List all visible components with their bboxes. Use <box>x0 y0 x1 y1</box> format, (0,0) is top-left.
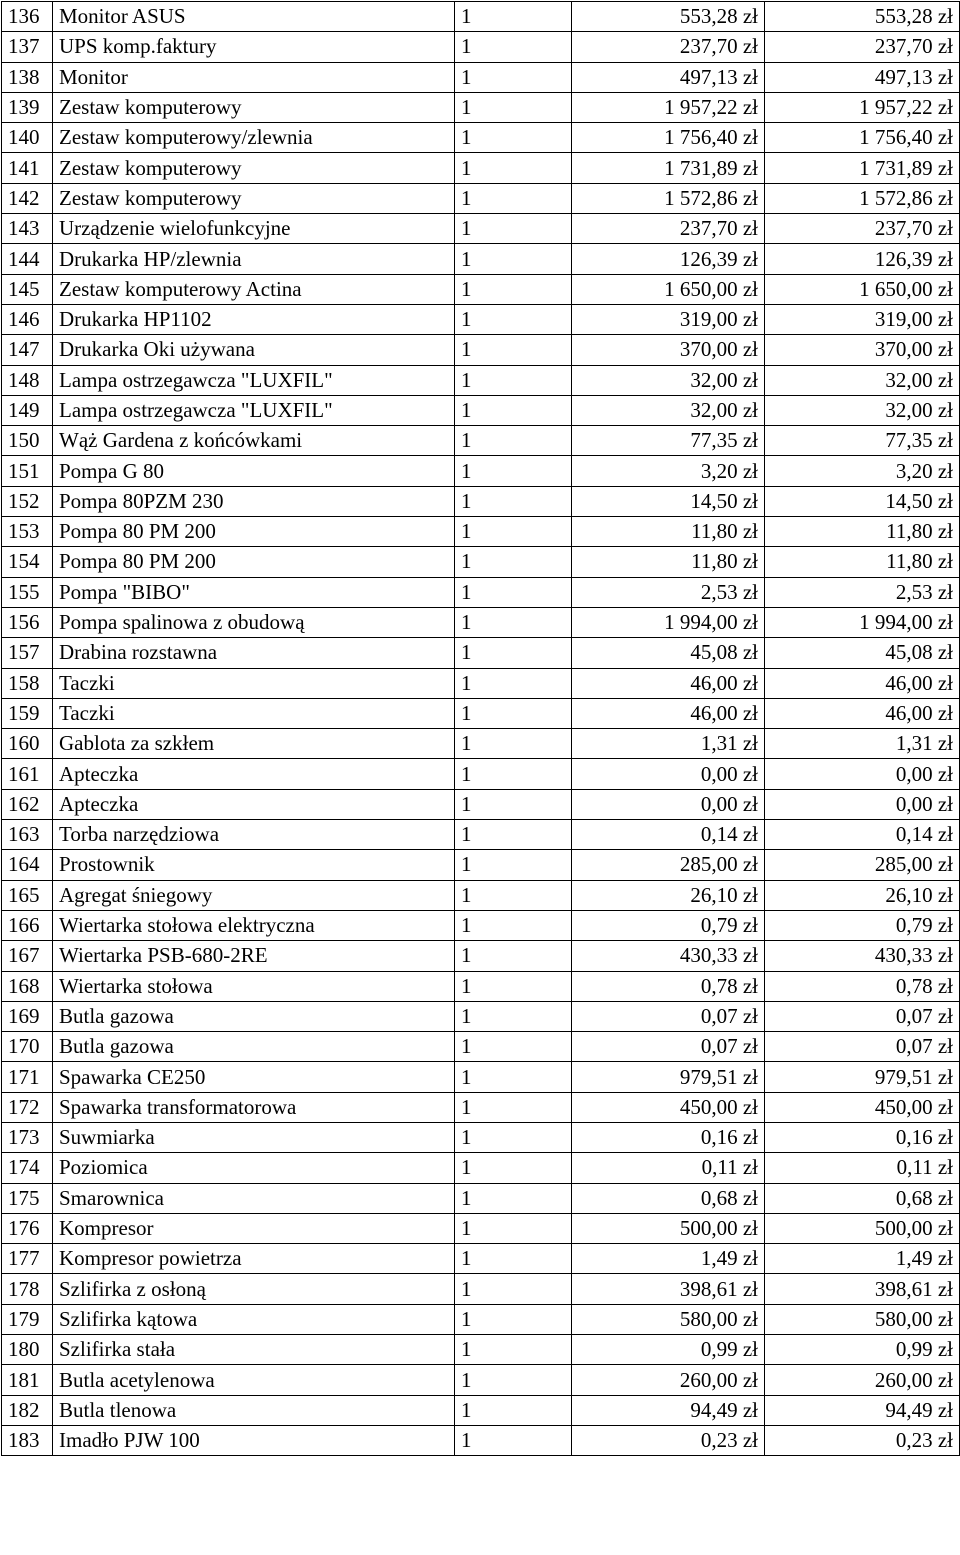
item-name: Pompa 80 PM 200 <box>53 547 455 577</box>
table-row <box>2 426 960 456</box>
item-name: Zestaw komputerowy <box>53 183 455 213</box>
item-quantity: 1 <box>455 123 572 153</box>
total-value: 11,80 zł <box>765 547 960 577</box>
table-row <box>2 1153 960 1183</box>
table-row <box>2 759 960 789</box>
unit-price: 237,70 zł <box>572 32 765 62</box>
item-quantity: 1 <box>455 607 572 637</box>
unit-price: 32,00 zł <box>572 395 765 425</box>
row-number: 181 <box>2 1365 53 1395</box>
row-number: 143 <box>2 214 53 244</box>
unit-price: 0,07 zł <box>572 1032 765 1062</box>
row-number: 146 <box>2 304 53 334</box>
row-number: 158 <box>2 668 53 698</box>
table-row <box>2 2 960 32</box>
total-value: 11,80 zł <box>765 517 960 547</box>
total-value: 0,99 zł <box>765 1335 960 1365</box>
total-value: 580,00 zł <box>765 1304 960 1334</box>
item-quantity: 1 <box>455 92 572 122</box>
total-value: 398,61 zł <box>765 1274 960 1304</box>
item-quantity: 1 <box>455 1183 572 1213</box>
table-row <box>2 486 960 516</box>
total-value: 497,13 zł <box>765 62 960 92</box>
table-row <box>2 274 960 304</box>
item-quantity: 1 <box>455 62 572 92</box>
row-number: 168 <box>2 971 53 1001</box>
total-value: 2,53 zł <box>765 577 960 607</box>
table-row <box>2 183 960 213</box>
item-name: UPS komp.faktury <box>53 32 455 62</box>
row-number: 155 <box>2 577 53 607</box>
item-quantity: 1 <box>455 1274 572 1304</box>
item-quantity: 1 <box>455 2 572 32</box>
row-number: 176 <box>2 1213 53 1243</box>
item-quantity: 1 <box>455 1092 572 1122</box>
unit-price: 979,51 zł <box>572 1062 765 1092</box>
item-quantity: 1 <box>455 547 572 577</box>
table-row <box>2 1122 960 1152</box>
unit-price: 11,80 zł <box>572 547 765 577</box>
table-row <box>2 789 960 819</box>
total-value: 1,31 zł <box>765 729 960 759</box>
unit-price: 450,00 zł <box>572 1092 765 1122</box>
unit-price: 1 957,22 zł <box>572 92 765 122</box>
item-name: Pompa G 80 <box>53 456 455 486</box>
total-value: 553,28 zł <box>765 2 960 32</box>
item-name: Drukarka HP1102 <box>53 304 455 334</box>
row-number: 180 <box>2 1335 53 1365</box>
item-name: Drukarka HP/zlewnia <box>53 244 455 274</box>
table-row <box>2 941 960 971</box>
item-quantity: 1 <box>455 244 572 274</box>
item-name: Butla tlenowa <box>53 1395 455 1425</box>
row-number: 175 <box>2 1183 53 1213</box>
item-name: Drabina rozstawna <box>53 638 455 668</box>
unit-price: 45,08 zł <box>572 638 765 668</box>
row-number: 174 <box>2 1153 53 1183</box>
item-quantity: 1 <box>455 850 572 880</box>
item-name: Monitor <box>53 62 455 92</box>
unit-price: 0,00 zł <box>572 789 765 819</box>
unit-price: 0,14 zł <box>572 820 765 850</box>
row-number: 148 <box>2 365 53 395</box>
item-quantity: 1 <box>455 910 572 940</box>
total-value: 1 731,89 zł <box>765 153 960 183</box>
item-name: Poziomica <box>53 1153 455 1183</box>
item-name: Szlifirka kątowa <box>53 1304 455 1334</box>
table-row <box>2 1274 960 1304</box>
total-value: 500,00 zł <box>765 1213 960 1243</box>
item-quantity: 1 <box>455 880 572 910</box>
unit-price: 1 650,00 zł <box>572 274 765 304</box>
row-number: 170 <box>2 1032 53 1062</box>
row-number: 138 <box>2 62 53 92</box>
item-name: Butla gazowa <box>53 1032 455 1062</box>
total-value: 237,70 zł <box>765 214 960 244</box>
item-quantity: 1 <box>455 698 572 728</box>
unit-price: 1 731,89 zł <box>572 153 765 183</box>
item-name: Drukarka Oki używana <box>53 335 455 365</box>
item-name: Taczki <box>53 668 455 698</box>
item-quantity: 1 <box>455 1001 572 1031</box>
table-row <box>2 214 960 244</box>
total-value: 1,49 zł <box>765 1244 960 1274</box>
total-value: 0,00 zł <box>765 759 960 789</box>
unit-price: 46,00 zł <box>572 698 765 728</box>
item-quantity: 1 <box>455 214 572 244</box>
table-row <box>2 395 960 425</box>
unit-price: 26,10 zł <box>572 880 765 910</box>
unit-price: 11,80 zł <box>572 517 765 547</box>
row-number: 160 <box>2 729 53 759</box>
table-row <box>2 304 960 334</box>
unit-price: 3,20 zł <box>572 456 765 486</box>
item-name: Szlifirka stała <box>53 1335 455 1365</box>
item-quantity: 1 <box>455 1425 572 1455</box>
total-value: 0,79 zł <box>765 910 960 940</box>
total-value: 979,51 zł <box>765 1062 960 1092</box>
item-quantity: 1 <box>455 183 572 213</box>
row-number: 169 <box>2 1001 53 1031</box>
item-quantity: 1 <box>455 668 572 698</box>
row-number: 141 <box>2 153 53 183</box>
row-number: 145 <box>2 274 53 304</box>
item-quantity: 1 <box>455 274 572 304</box>
row-number: 165 <box>2 880 53 910</box>
table-row <box>2 971 960 1001</box>
unit-price: 0,68 zł <box>572 1183 765 1213</box>
row-number: 136 <box>2 2 53 32</box>
item-quantity: 1 <box>455 1153 572 1183</box>
item-name: Apteczka <box>53 789 455 819</box>
unit-price: 1 756,40 zł <box>572 123 765 153</box>
item-name: Spawarka transformatorowa <box>53 1092 455 1122</box>
total-value: 14,50 zł <box>765 486 960 516</box>
row-number: 140 <box>2 123 53 153</box>
table-row <box>2 729 960 759</box>
item-quantity: 1 <box>455 365 572 395</box>
item-quantity: 1 <box>455 577 572 607</box>
row-number: 182 <box>2 1395 53 1425</box>
inventory-table <box>1 1 960 1456</box>
item-quantity: 1 <box>455 638 572 668</box>
item-name: Wiertarka PSB-680-2RE <box>53 941 455 971</box>
item-name: Spawarka CE250 <box>53 1062 455 1092</box>
row-number: 179 <box>2 1304 53 1334</box>
item-name: Torba narzędziowa <box>53 820 455 850</box>
total-value: 260,00 zł <box>765 1365 960 1395</box>
row-number: 178 <box>2 1274 53 1304</box>
unit-price: 580,00 zł <box>572 1304 765 1334</box>
item-name: Pompa 80PZM 230 <box>53 486 455 516</box>
unit-price: 260,00 zł <box>572 1365 765 1395</box>
table-row <box>2 910 960 940</box>
item-quantity: 1 <box>455 1122 572 1152</box>
item-quantity: 1 <box>455 789 572 819</box>
unit-price: 0,78 zł <box>572 971 765 1001</box>
item-name: Agregat śniegowy <box>53 880 455 910</box>
item-quantity: 1 <box>455 486 572 516</box>
row-number: 166 <box>2 910 53 940</box>
item-name: Taczki <box>53 698 455 728</box>
total-value: 1 756,40 zł <box>765 123 960 153</box>
item-quantity: 1 <box>455 1062 572 1092</box>
item-name: Apteczka <box>53 759 455 789</box>
table-row <box>2 1001 960 1031</box>
row-number: 152 <box>2 486 53 516</box>
unit-price: 430,33 zł <box>572 941 765 971</box>
table-row <box>2 32 960 62</box>
item-name: Butla acetylenowa <box>53 1365 455 1395</box>
unit-price: 370,00 zł <box>572 335 765 365</box>
item-name: Pompa 80 PM 200 <box>53 517 455 547</box>
item-quantity: 1 <box>455 395 572 425</box>
table-row <box>2 244 960 274</box>
table-row <box>2 1213 960 1243</box>
total-value: 46,00 zł <box>765 698 960 728</box>
table-row <box>2 123 960 153</box>
item-quantity: 1 <box>455 941 572 971</box>
unit-price: 237,70 zł <box>572 214 765 244</box>
row-number: 177 <box>2 1244 53 1274</box>
total-value: 0,11 zł <box>765 1153 960 1183</box>
item-name: Smarownica <box>53 1183 455 1213</box>
total-value: 319,00 zł <box>765 304 960 334</box>
unit-price: 0,23 zł <box>572 1425 765 1455</box>
item-name: Kompresor <box>53 1213 455 1243</box>
table-row <box>2 1092 960 1122</box>
row-number: 163 <box>2 820 53 850</box>
table-row <box>2 820 960 850</box>
item-name: Szlifirka z osłoną <box>53 1274 455 1304</box>
table-row <box>2 698 960 728</box>
unit-price: 319,00 zł <box>572 304 765 334</box>
total-value: 0,00 zł <box>765 789 960 819</box>
inventory-table-body <box>2 2 960 1456</box>
item-name: Wiertarka stołowa elektryczna <box>53 910 455 940</box>
row-number: 173 <box>2 1122 53 1152</box>
item-quantity: 1 <box>455 1335 572 1365</box>
item-quantity: 1 <box>455 1304 572 1334</box>
unit-price: 0,07 zł <box>572 1001 765 1031</box>
table-row <box>2 1244 960 1274</box>
table-row <box>2 547 960 577</box>
unit-price: 32,00 zł <box>572 365 765 395</box>
table-row <box>2 1032 960 1062</box>
table-row <box>2 92 960 122</box>
table-row <box>2 1304 960 1334</box>
total-value: 77,35 zł <box>765 426 960 456</box>
item-name: Pompa "BIBO" <box>53 577 455 607</box>
unit-price: 497,13 zł <box>572 62 765 92</box>
row-number: 144 <box>2 244 53 274</box>
item-quantity: 1 <box>455 1365 572 1395</box>
total-value: 3,20 zł <box>765 456 960 486</box>
total-value: 1 994,00 zł <box>765 607 960 637</box>
row-number: 139 <box>2 92 53 122</box>
unit-price: 0,00 zł <box>572 759 765 789</box>
item-quantity: 1 <box>455 759 572 789</box>
table-row <box>2 335 960 365</box>
item-name: Suwmiarka <box>53 1122 455 1152</box>
total-value: 0,68 zł <box>765 1183 960 1213</box>
table-row <box>2 850 960 880</box>
table-row <box>2 365 960 395</box>
item-quantity: 1 <box>455 304 572 334</box>
row-number: 147 <box>2 335 53 365</box>
row-number: 154 <box>2 547 53 577</box>
table-row <box>2 577 960 607</box>
table-row <box>2 456 960 486</box>
total-value: 237,70 zł <box>765 32 960 62</box>
unit-price: 0,99 zł <box>572 1335 765 1365</box>
unit-price: 77,35 zł <box>572 426 765 456</box>
total-value: 32,00 zł <box>765 395 960 425</box>
unit-price: 126,39 zł <box>572 244 765 274</box>
table-row <box>2 1425 960 1455</box>
total-value: 370,00 zł <box>765 335 960 365</box>
total-value: 0,23 zł <box>765 1425 960 1455</box>
item-name: Prostownik <box>53 850 455 880</box>
unit-price: 500,00 zł <box>572 1213 765 1243</box>
total-value: 0,16 zł <box>765 1122 960 1152</box>
total-value: 26,10 zł <box>765 880 960 910</box>
item-quantity: 1 <box>455 729 572 759</box>
total-value: 45,08 zł <box>765 638 960 668</box>
total-value: 126,39 zł <box>765 244 960 274</box>
table-row <box>2 1365 960 1395</box>
total-value: 1 650,00 zł <box>765 274 960 304</box>
item-name: Lampa ostrzegawcza "LUXFIL" <box>53 395 455 425</box>
item-quantity: 1 <box>455 1244 572 1274</box>
row-number: 157 <box>2 638 53 668</box>
total-value: 1 957,22 zł <box>765 92 960 122</box>
row-number: 149 <box>2 395 53 425</box>
unit-price: 0,16 zł <box>572 1122 765 1152</box>
row-number: 156 <box>2 607 53 637</box>
item-name: Imadło PJW 100 <box>53 1425 455 1455</box>
row-number: 171 <box>2 1062 53 1092</box>
item-name: Zestaw komputerowy <box>53 92 455 122</box>
item-name: Kompresor powietrza <box>53 1244 455 1274</box>
item-quantity: 1 <box>455 153 572 183</box>
table-row <box>2 880 960 910</box>
table-row <box>2 668 960 698</box>
item-name: Zestaw komputerowy Actina <box>53 274 455 304</box>
unit-price: 398,61 zł <box>572 1274 765 1304</box>
table-row <box>2 153 960 183</box>
row-number: 153 <box>2 517 53 547</box>
table-row <box>2 638 960 668</box>
item-name: Butla gazowa <box>53 1001 455 1031</box>
row-number: 150 <box>2 426 53 456</box>
unit-price: 1,31 zł <box>572 729 765 759</box>
item-quantity: 1 <box>455 1213 572 1243</box>
total-value: 430,33 zł <box>765 941 960 971</box>
item-name: Wąż Gardena z końcówkami <box>53 426 455 456</box>
item-quantity: 1 <box>455 335 572 365</box>
unit-price: 46,00 zł <box>572 668 765 698</box>
unit-price: 1 572,86 zł <box>572 183 765 213</box>
unit-price: 2,53 zł <box>572 577 765 607</box>
item-quantity: 1 <box>455 971 572 1001</box>
table-row <box>2 62 960 92</box>
table-row <box>2 607 960 637</box>
unit-price: 94,49 zł <box>572 1395 765 1425</box>
unit-price: 14,50 zł <box>572 486 765 516</box>
total-value: 46,00 zł <box>765 668 960 698</box>
item-name: Wiertarka stołowa <box>53 971 455 1001</box>
item-name: Lampa ostrzegawcza "LUXFIL" <box>53 365 455 395</box>
item-quantity: 1 <box>455 1032 572 1062</box>
item-name: Pompa spalinowa z obudową <box>53 607 455 637</box>
total-value: 285,00 zł <box>765 850 960 880</box>
total-value: 0,14 zł <box>765 820 960 850</box>
total-value: 1 572,86 zł <box>765 183 960 213</box>
unit-price: 553,28 zł <box>572 2 765 32</box>
item-name: Zestaw komputerowy <box>53 153 455 183</box>
row-number: 172 <box>2 1092 53 1122</box>
unit-price: 1,49 zł <box>572 1244 765 1274</box>
total-value: 0,78 zł <box>765 971 960 1001</box>
row-number: 159 <box>2 698 53 728</box>
total-value: 32,00 zł <box>765 365 960 395</box>
item-name: Monitor ASUS <box>53 2 455 32</box>
table-row <box>2 1062 960 1092</box>
row-number: 162 <box>2 789 53 819</box>
row-number: 142 <box>2 183 53 213</box>
item-name: Gablota za szkłem <box>53 729 455 759</box>
row-number: 183 <box>2 1425 53 1455</box>
item-quantity: 1 <box>455 517 572 547</box>
total-value: 450,00 zł <box>765 1092 960 1122</box>
item-quantity: 1 <box>455 1395 572 1425</box>
row-number: 137 <box>2 32 53 62</box>
total-value: 0,07 zł <box>765 1032 960 1062</box>
row-number: 161 <box>2 759 53 789</box>
row-number: 167 <box>2 941 53 971</box>
total-value: 0,07 zł <box>765 1001 960 1031</box>
table-row <box>2 1335 960 1365</box>
unit-price: 1 994,00 zł <box>572 607 765 637</box>
item-quantity: 1 <box>455 32 572 62</box>
item-name: Zestaw komputerowy/zlewnia <box>53 123 455 153</box>
row-number: 164 <box>2 850 53 880</box>
table-row <box>2 517 960 547</box>
row-number: 151 <box>2 456 53 486</box>
table-row <box>2 1395 960 1425</box>
table-row <box>2 1183 960 1213</box>
item-quantity: 1 <box>455 426 572 456</box>
unit-price: 0,79 zł <box>572 910 765 940</box>
unit-price: 0,11 zł <box>572 1153 765 1183</box>
item-name: Urządzenie wielofunkcyjne <box>53 214 455 244</box>
item-quantity: 1 <box>455 820 572 850</box>
total-value: 94,49 zł <box>765 1395 960 1425</box>
unit-price: 285,00 zł <box>572 850 765 880</box>
item-quantity: 1 <box>455 456 572 486</box>
